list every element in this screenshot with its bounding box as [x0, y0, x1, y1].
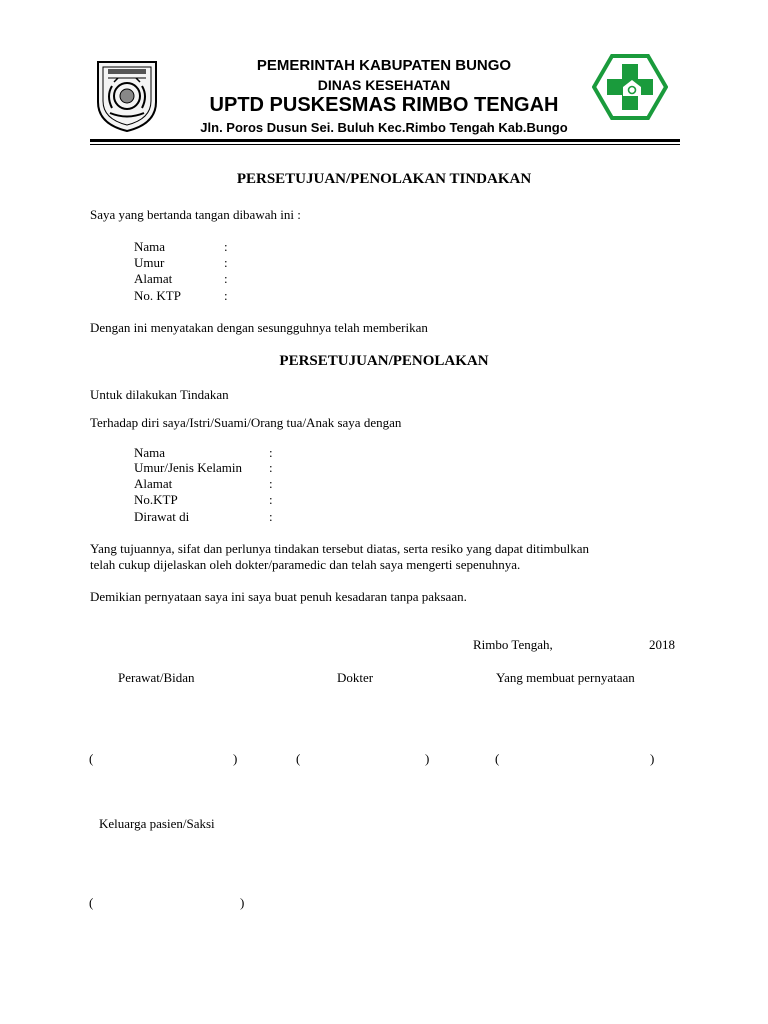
- field-label: Alamat: [134, 271, 173, 286]
- signature-bracket-open: (: [296, 751, 301, 766]
- closing-statement: Demikian pernyataan saya ini saya buat penuh kesadaran tanpa paksaan.: [90, 589, 467, 604]
- field-label: Nama: [134, 445, 166, 460]
- statement-text: Dengan ini menyatakan dengan sesungguhnya telah memberikan: [90, 320, 428, 335]
- toward-text: Terhadap diri saya/Istri/Suami/Orang tua/Anak saya dengan: [90, 415, 402, 430]
- signature-title-declarant: Yang membuat pernyataan: [496, 670, 635, 685]
- signature-bracket-open: (: [89, 895, 94, 910]
- field-separator: :: [224, 239, 228, 254]
- intro-text: Saya yang bertanda tangan dibawah ini :: [90, 207, 301, 222]
- field-label: No. KTP: [134, 288, 181, 303]
- field-separator: :: [269, 445, 273, 460]
- header-address: Jln. Poros Dusun Sei. Buluh Kec.Rimbo Tengah Kab.Bungo: [200, 120, 568, 135]
- explanation-line-1: Yang tujuannya, sifat dan perlunya tindakan tersebut diatas, serta resiko yang dapat ditimbulkan: [90, 541, 590, 556]
- field-label: Umur: [134, 255, 165, 270]
- field-label: Dirawat di: [134, 509, 190, 524]
- field-label: No.KTP: [134, 492, 178, 507]
- signature-bracket-open: (: [495, 751, 500, 766]
- signature-bracket-close: ): [650, 751, 655, 766]
- signature-title-witness: Keluarga pasien/Saksi: [99, 816, 215, 831]
- field-separator: :: [224, 271, 228, 286]
- header-government-line: PEMERINTAH KABUPATEN BUNGO: [256, 57, 512, 74]
- field-separator: :: [269, 509, 273, 524]
- health-cross-icon: [592, 54, 668, 120]
- signature-bracket-close: ): [233, 751, 238, 766]
- field-label: Umur/Jenis Kelamin: [134, 460, 242, 475]
- signature-bracket-close: ): [425, 751, 430, 766]
- signature-title-doctor: Dokter: [337, 670, 374, 685]
- field-separator: :: [224, 255, 228, 270]
- field-separator: :: [269, 476, 273, 491]
- header-department-line: DINAS KESEHATAN: [317, 77, 451, 93]
- document-subtitle: PERSETUJUAN/PENOLAKAN: [279, 353, 489, 369]
- field-separator: :: [269, 460, 273, 475]
- field-label: Nama: [134, 239, 166, 254]
- header-rule-thin: [90, 144, 680, 145]
- explanation-line-2: telah cukup dijelaskan oleh dokter/paramedic dan telah saya mengerti sepenuhnya.: [90, 557, 521, 572]
- field-separator: :: [269, 492, 273, 507]
- signature-title-nurse: Perawat/Bidan: [118, 670, 195, 685]
- signature-bracket-close: ): [240, 895, 245, 910]
- document-title: PERSETUJUAN/PENOLAKAN TINDAKAN: [236, 171, 532, 187]
- purpose-text: Untuk dilakukan Tindakan: [90, 387, 229, 402]
- header-institution-name: UPTD PUSKESMAS RIMBO TENGAH: [209, 94, 559, 116]
- signature-bracket-open: (: [89, 751, 94, 766]
- field-label: Alamat: [134, 476, 173, 491]
- place-label: Rimbo Tengah,: [473, 637, 553, 652]
- year-label: 2018: [649, 637, 675, 652]
- field-separator: :: [224, 288, 228, 303]
- header-rule-thick: [90, 139, 680, 142]
